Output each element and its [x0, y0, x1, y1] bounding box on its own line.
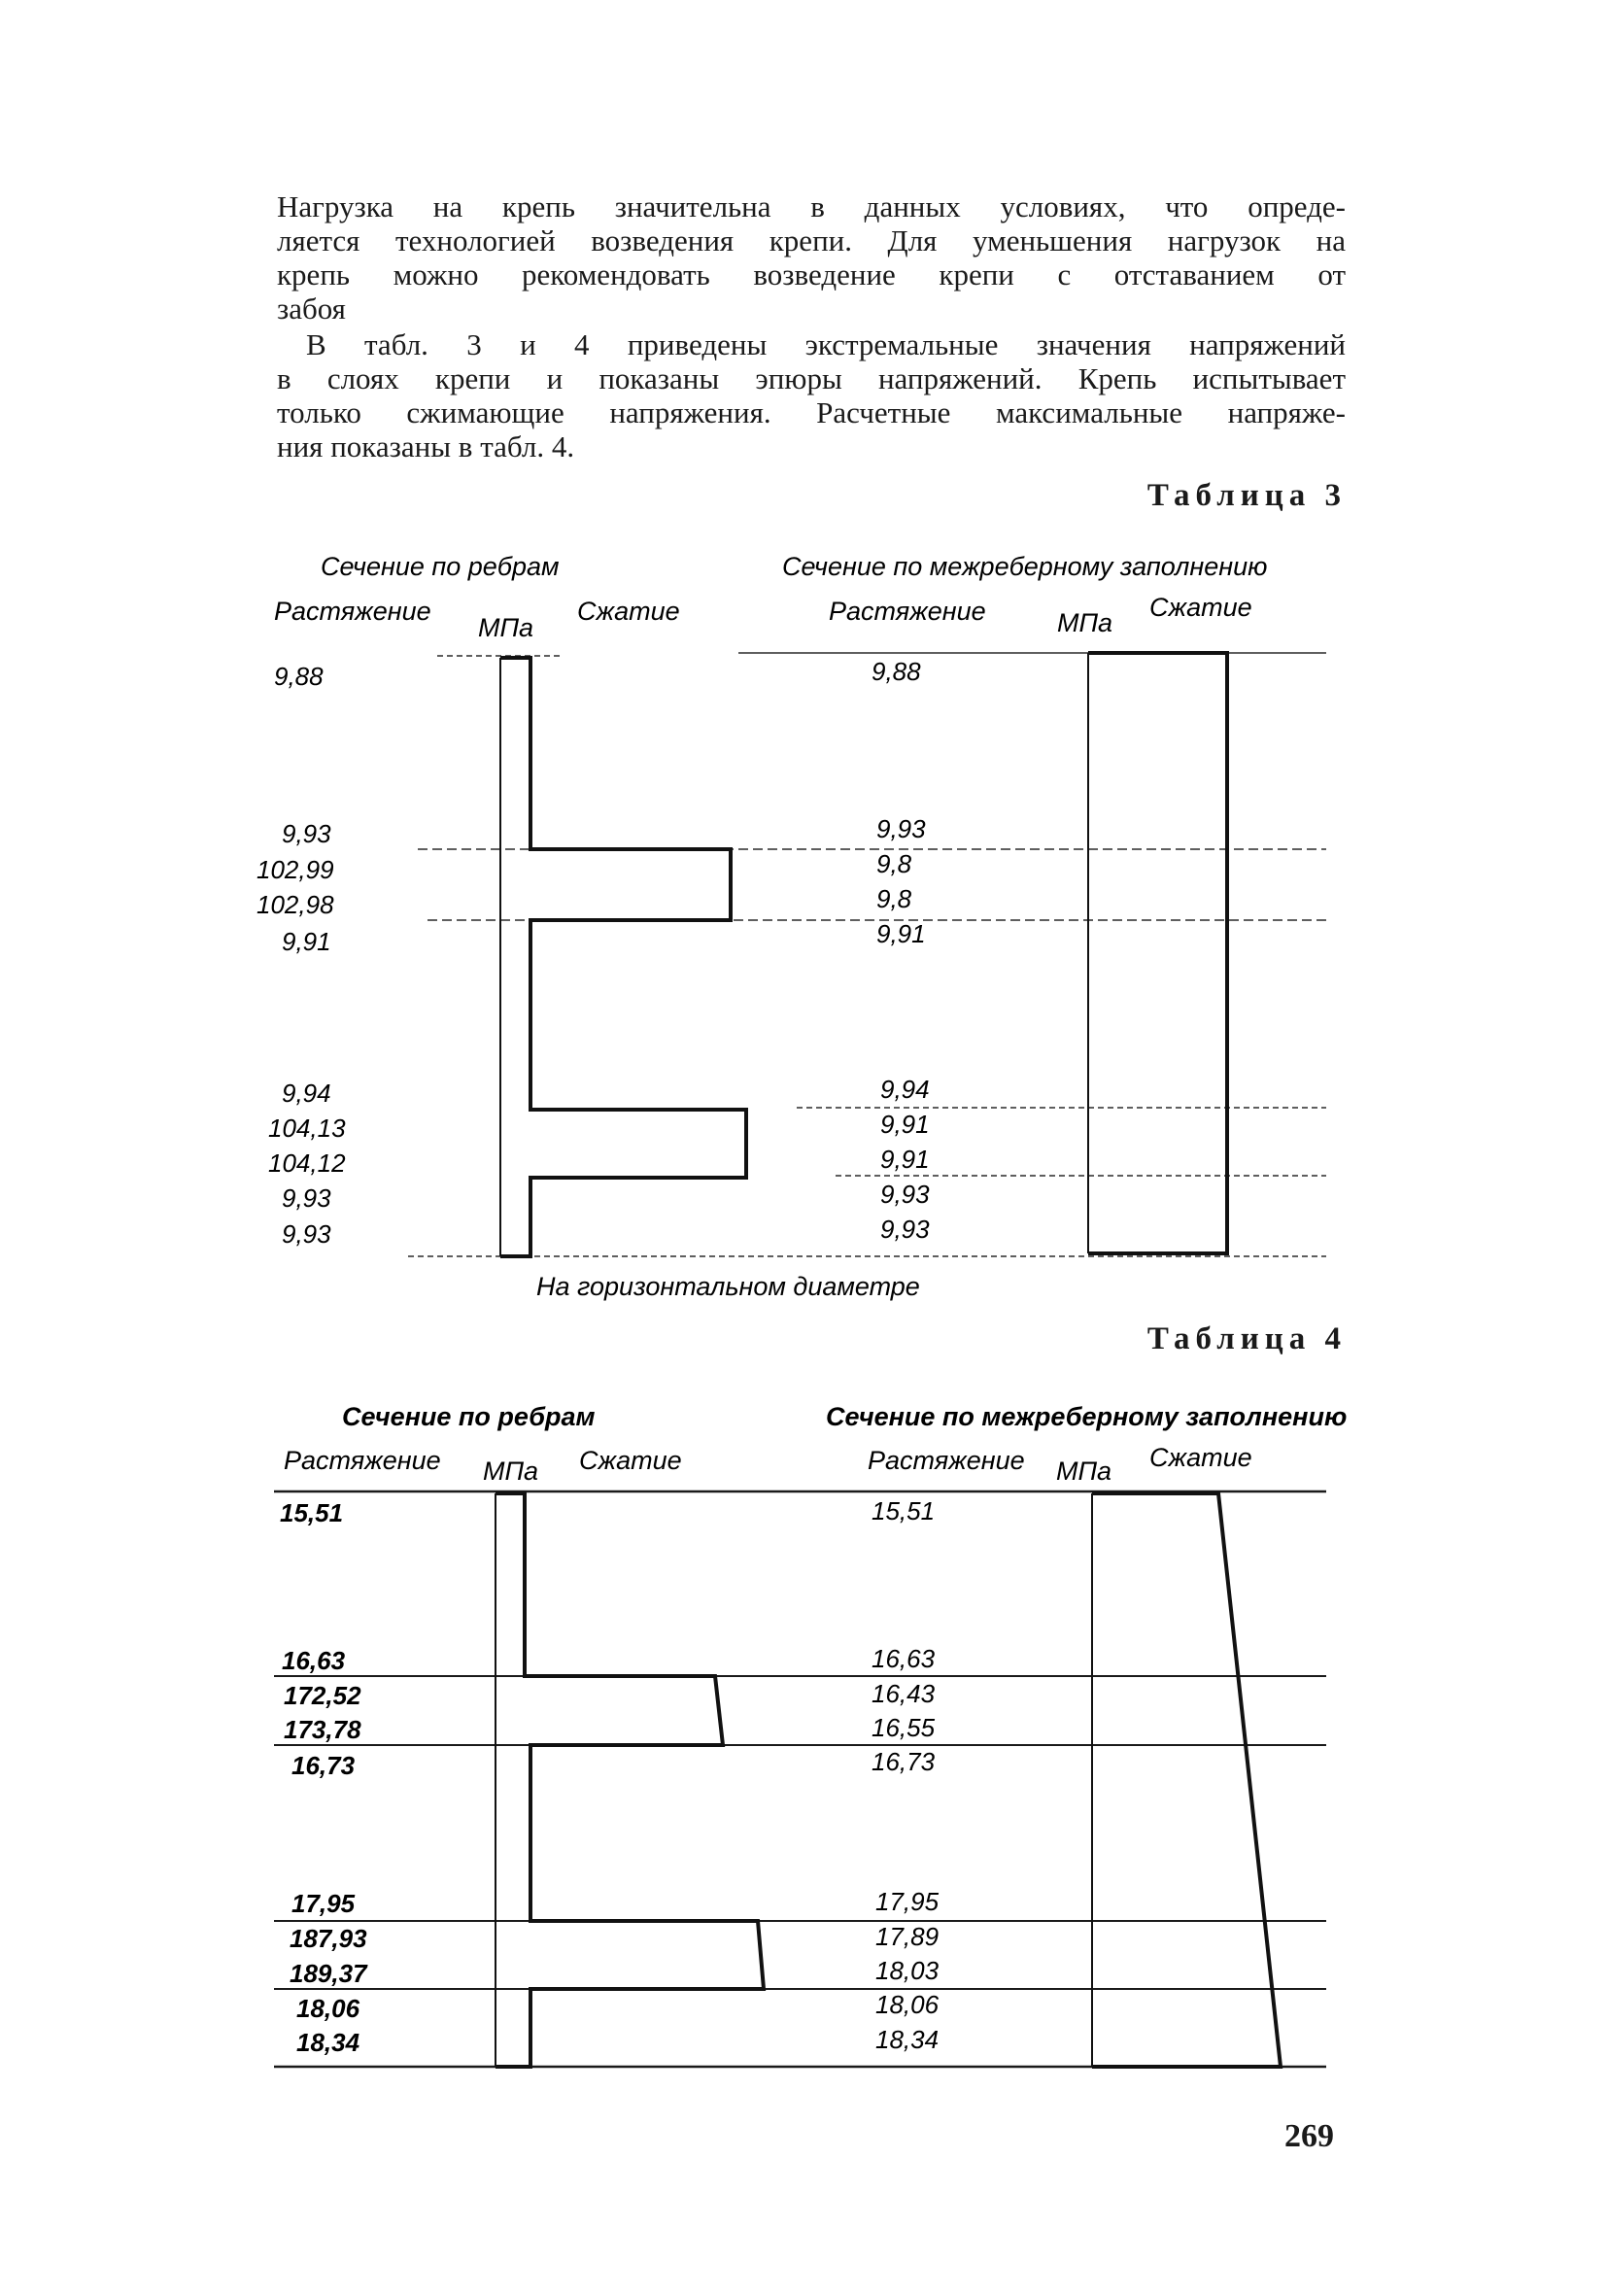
table3-right-col-unit: МПа — [1057, 608, 1113, 637]
table3-title: Таблица 3 — [1146, 478, 1347, 513]
text-line: ния показаны в табл. 4. — [277, 429, 575, 463]
text-line: ляется технологией возведения крепи. Для уменьшения нагрузок на — [277, 223, 1346, 257]
table3-right-value: 9,93 — [880, 1215, 930, 1244]
table3-right-value: 9,8 — [876, 849, 912, 878]
table3-right-value: 9,91 — [876, 919, 926, 948]
table3-right-heading: Сечение по межреберному заполнению — [782, 552, 1268, 581]
table4-left-value: 187,93 — [290, 1924, 367, 1953]
table4-right-value: 17,95 — [875, 1887, 940, 1916]
table3-right-value: 9,94 — [880, 1075, 930, 1104]
table4-left-value: 173,78 — [284, 1715, 361, 1744]
table3-right-value: 9,93 — [880, 1180, 930, 1209]
table4-right-col-unit: МПа — [1056, 1456, 1112, 1486]
table4-right-value: 17,89 — [875, 1922, 940, 1951]
table4-right-col-tension: Растяжение — [868, 1446, 1025, 1475]
table4-left-heading: Сечение по ребрам — [342, 1402, 596, 1431]
table4-left-col-tension: Растяжение — [284, 1446, 441, 1475]
table3-left-col-compression: Сжатие — [577, 597, 680, 626]
table4-right-value: 16,63 — [872, 1644, 936, 1673]
table4-left-value: 17,95 — [291, 1889, 356, 1918]
table3-left-value: 102,99 — [256, 855, 334, 884]
table3-left-value: 9,91 — [282, 927, 331, 956]
table3-left-heading: Сечение по ребрам — [321, 552, 560, 581]
table4-left-col-compression: Сжатие — [579, 1446, 682, 1475]
table4-right-heading: Сечение по межреберному заполнению — [826, 1402, 1348, 1431]
table4-right-value: 18,06 — [875, 1990, 940, 2019]
table3-left-col-tension: Растяжение — [274, 597, 431, 626]
table4-right-value: 16,73 — [872, 1747, 936, 1776]
table3-right-value: 9,93 — [876, 814, 926, 843]
text-line: забоя — [277, 291, 346, 326]
table4-left-value: 16,73 — [291, 1751, 356, 1780]
table3-left-col-unit: МПа — [478, 613, 534, 642]
table4-left-value: 16,63 — [282, 1646, 346, 1675]
table4-diagram — [274, 1402, 1347, 2067]
text-line: крепь можно рекомендовать возведение крепи с отставанием от — [277, 257, 1346, 291]
table4-left-value: 15,51 — [280, 1498, 344, 1527]
table3-caption: На горизонтальном диаметре — [536, 1272, 920, 1301]
table4-left-col-unit: МПа — [483, 1456, 539, 1486]
table3-left-value: 9,94 — [282, 1079, 331, 1108]
table3-right-col-compression: Сжатие — [1149, 593, 1252, 622]
text-line: только сжимающие напряжения. Расчетные максимальные напряже- — [277, 395, 1346, 429]
table4-left-value: 18,34 — [296, 2028, 360, 2057]
table3-left-value: 104,13 — [268, 1114, 346, 1143]
table4-right-value: 18,03 — [875, 1956, 940, 1985]
table3-right-value: 9,91 — [880, 1145, 930, 1174]
table3-left-value: 102,98 — [256, 890, 334, 919]
table3-right-col-tension: Растяжение — [829, 597, 986, 626]
table3-left-value: 9,93 — [282, 819, 331, 848]
table4-left-value: 172,52 — [284, 1681, 361, 1710]
text-line: В табл. 3 и 4 приведены экстремальные значения напряжений — [306, 327, 1346, 361]
table3-left-value: 104,12 — [268, 1148, 346, 1178]
table4-right-value: 18,34 — [875, 2025, 940, 2054]
table3-diagram — [256, 552, 1326, 1301]
table3-right-value: 9,88 — [872, 657, 921, 686]
table3-left-value: 9,93 — [282, 1183, 331, 1213]
table4-left-value: 189,37 — [290, 1959, 367, 1988]
table3-right-value: 9,91 — [880, 1110, 930, 1139]
table3-right-value: 9,8 — [876, 884, 912, 913]
table4-left-value: 18,06 — [296, 1994, 360, 2023]
table3-left-value: 9,88 — [274, 662, 324, 691]
table4-title: Таблица 4 — [1146, 1321, 1347, 1356]
table4-right-value: 16,43 — [872, 1679, 936, 1708]
table4-right-col-compression: Сжатие — [1149, 1443, 1252, 1472]
table4-right-value: 16,55 — [872, 1713, 936, 1742]
text-line: в слоях крепи и показаны эпюры напряжений. Крепь испытывает — [277, 361, 1346, 395]
table4-right-value: 15,51 — [872, 1496, 936, 1525]
page-number: 269 — [1284, 2118, 1334, 2154]
table3-left-value: 9,93 — [282, 1219, 331, 1249]
text-line: Нагрузка на крепь значительна в данных условиях, что опреде- — [277, 189, 1346, 223]
